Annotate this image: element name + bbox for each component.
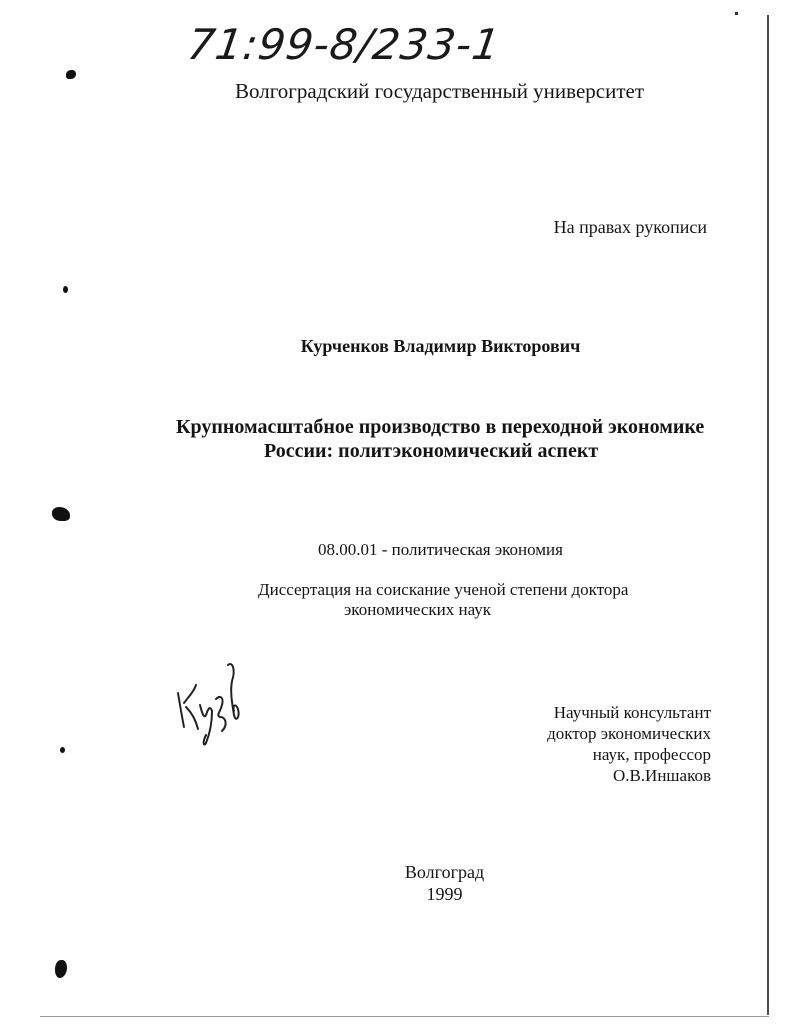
dissertation-title-line-1: Крупномасштабное производство в переходной экономике	[176, 416, 705, 438]
binder-hole-mark	[63, 286, 68, 293]
degree-statement-line-1: Диссертация на соискание ученой степени доктора	[258, 580, 629, 599]
dissertation-title-line-2: России: политэкономический аспект	[264, 440, 599, 462]
scan-speck	[735, 12, 738, 15]
consultant-line-1: Научный консультант	[553, 703, 711, 722]
archive-number: 71:99-8/233-1	[184, 20, 504, 69]
manuscript-note: На правах рукописи	[553, 217, 707, 237]
author-name: Курченков Владимир Викторович	[300, 336, 581, 356]
binder-hole-mark	[60, 747, 65, 753]
binder-hole-mark	[66, 70, 76, 79]
handwritten-signature	[170, 655, 250, 750]
degree-statement-line-2: экономических наук	[344, 600, 492, 619]
specialty-code: 08.00.01 - политическая экономия	[318, 540, 563, 559]
consultant-line-3: наук, профессор	[592, 745, 711, 764]
consultant-line-4: О.В.Иншаков	[612, 766, 711, 785]
year: 1999	[426, 884, 463, 904]
binder-hole-mark	[55, 960, 67, 978]
binder-hole-mark	[52, 507, 70, 521]
consultant-line-2: доктор экономических	[547, 724, 711, 743]
university-name: Волгоградский государственный университет	[234, 79, 645, 103]
scan-edge-bottom	[40, 1016, 769, 1017]
scientific-consultant-block	[547, 702, 711, 786]
city: Волгоград	[404, 862, 485, 882]
